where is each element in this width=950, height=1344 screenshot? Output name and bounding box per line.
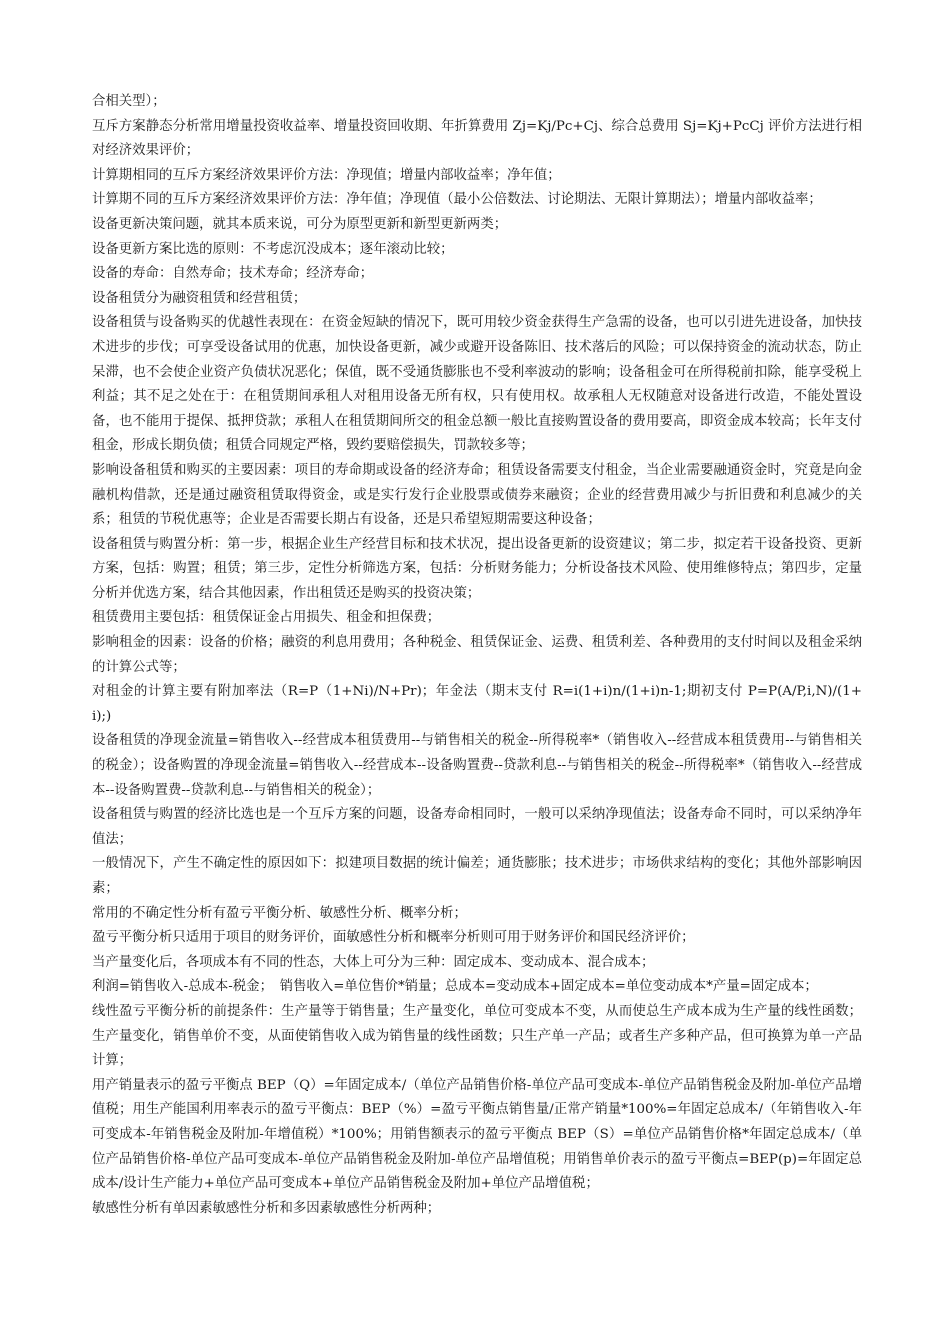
paragraph: 线性盈亏平衡分析的前提条件：生产量等于销售量；生产量变化，单位可变成本不变，从而使总生产成本成为生产量的线性函数；生产量变化，销售单价不变，从面使销售收入成为销售量的线性函数；只生产单一产品；或者生产多种产品，但可换算为单一产品计算； xyxy=(92,1003,862,1069)
paragraph: 设备租赁分为融资租赁和经营租赁； xyxy=(92,290,307,306)
paragraph: 设备租赁与设备购买的优越性表现在：在资金短缺的情况下，既可用较少资金获得生产急需的设备，也可以引进先进设备，加快技术进步的步伐；可享受设备试用的优惠，加快设备更新，减少或避开设备陈旧、技术落后的风险；可以保持资金的流动状态，防止呆滞，也不会使企业资产负债状况恶化；保值，既不受通货膨胀也不受利率波动的影响；设备租金可在所得税前扣除，能享受税上利益；其不足之处在于：在租赁期间承租人对租用设备无所有权，只有使用权。故承租人无权随意对设备进行改造，不能处置设备，也不能用于提保、抵押贷款；承租人在租赁期间所交的租金总额一般比直接购置设备的费用要高，即资金成本较高；长年支付租金，形成长期负债；租赁合同规定严格，毁约要赔偿损失，罚款较多等； xyxy=(92,315,862,454)
paragraph: 合相关型）； xyxy=(92,94,166,109)
paragraph: 常用的不确定性分析有盈亏平衡分析、敏感性分析、概率分析； xyxy=(92,905,467,921)
paragraph: 对租金的计算主要有附加率法（R=P（1+Ni)/N+Pr)；年金法（期末支付 R=i(1+i)n/(1+i)n-1;期初支付 P=P(A/P,i,N)/(1+i);) xyxy=(92,684,862,724)
paragraph: 计算期不同的互斥方案经济效果评价方法：净年值；净现值（最小公倍数法、讨论期法、无限计算期法）；增量内部收益率； xyxy=(92,192,822,208)
paragraph: 用产销量表示的盈亏平衡点 BEP（Q）=年固定成本/（单位产品销售价格-单位产品可变成本-单位产品销售税金及附加-单位产品增值税；用生产能国利用率表示的盈亏平衡点：BEP（%）=盈亏平衡点销售量/正常产销量*100%=年固定总成本/（年销售收入-年可变成本-年销售税金及附加-年增值税）*100%；用销售额表示的盈亏平衡点 BEP（S）=单位产品销售价格*年固定总成本/（单位产品销售价格-单位产品可变成本-单位产品销售税金及附加-单位产品增值税；用销售单价表示的盈亏平衡点=BEP(p)=年固定总成本/设计生产能力+单位产品可变成本+单位产品销售税金及附加+单位产品增值税； xyxy=(92,1077,862,1192)
paragraph: 设备租赁与购置分析：第一步，根据企业生产经营目标和技术状况，提出设备更新的设资建议；第二步，拟定若干设备投资、更新方案，包括：购置；租赁；第三步，定性分析筛选方案，包括：分析财务能力；分析设备技术风险、使用维修特点；第四步，定量分析并优选方案，结合其他因素，作出租赁还是购买的投资决策； xyxy=(92,536,862,601)
paragraph: 计算期相同的互斥方案经济效果评价方法：净现值；增量内部收益率；净年值； xyxy=(92,167,561,183)
paragraph: 一般情况下，产生不确定性的原因如下：拟建项目数据的统计偏差；通货膨胀；技术进步；市场供求结构的变化；其他外部影响因素； xyxy=(92,856,862,896)
paragraph: 设备租赁与购置的经济比选也是一个互斥方案的问题，设备寿命相同时，一般可以采纳净现值法；设备寿命不同时，可以采纳净年值法； xyxy=(92,807,862,847)
paragraph: 利润=销售收入-总成本-税金； 销售收入=单位售价*销量；总成本=变动成本+固定成本=单位变动成本*产量=固定成本； xyxy=(92,979,818,995)
paragraph: 设备租赁的净现金流量=销售收入--经营成本租赁费用--与销售相关的税金--所得税率*（销售收入--经营成本租赁费用--与销售相关的税金）；设备购置的净现金流量=销售收入--经营成本--设备购置费--贷款利息--与销售相关的税金--所得税率*（销售收入--经营成本--设备购置费--贷款利息--与销售相关的税金）； xyxy=(92,733,862,798)
paragraph: 敏感性分析有单因素敏感性分析和多因素敏感性分析两种； xyxy=(92,1200,441,1216)
paragraph: 设备的寿命：自然寿命；技术寿命；经济寿命； xyxy=(92,266,374,282)
paragraph: 设备更新决策问题，就其本质来说，可分为原型更新和新型更新两类； xyxy=(92,216,508,232)
paragraph: 影响租金的因素：设备的价格；融资的利息用费用；各种税金、租赁保证金、运费、租赁利差、各种费用的支付时间以及租金采纳的计算公式等； xyxy=(92,635,862,675)
document-page xyxy=(92,90,862,1221)
paragraph: 互斥方案静态分析常用增量投资收益率、增量投资回收期、年折算费用 Zj=Kj/Pc+Cj、综合总费用 Sj=Kj+PcCj 评价方法进行相对经济效果评价； xyxy=(92,118,862,159)
paragraph: 盈亏平衡分析只适用于项目的财务评价，面敏感性分析和概率分析则可用于财务评价和国民经济评价； xyxy=(92,930,695,946)
paragraph: 设备更新方案比选的原则：不考虑沉没成本；逐年滚动比较； xyxy=(92,241,454,257)
paragraph: 当产量变化后，各项成本有不同的性态，大体上可分为三种：固定成本、变动成本、混合成本； xyxy=(92,954,655,970)
paragraph: 租赁费用主要包括：租赁保证金占用损失、租金和担保费； xyxy=(92,610,441,626)
paragraph: 影响设备租赁和购买的主要因素：项目的寿命期或设备的经济寿命；租赁设备需要支付租金，当企业需要融通资金时，究竟是向金融机构借款，还是通过融资租赁取得资金，或是实行发行企业股票或债券来融资；企业的经营费用减少与折旧费和利息减少的关系；租赁的节税优惠等；企业是否需要长期占有设备，还是只希望短期需要这种设备； xyxy=(92,462,862,528)
